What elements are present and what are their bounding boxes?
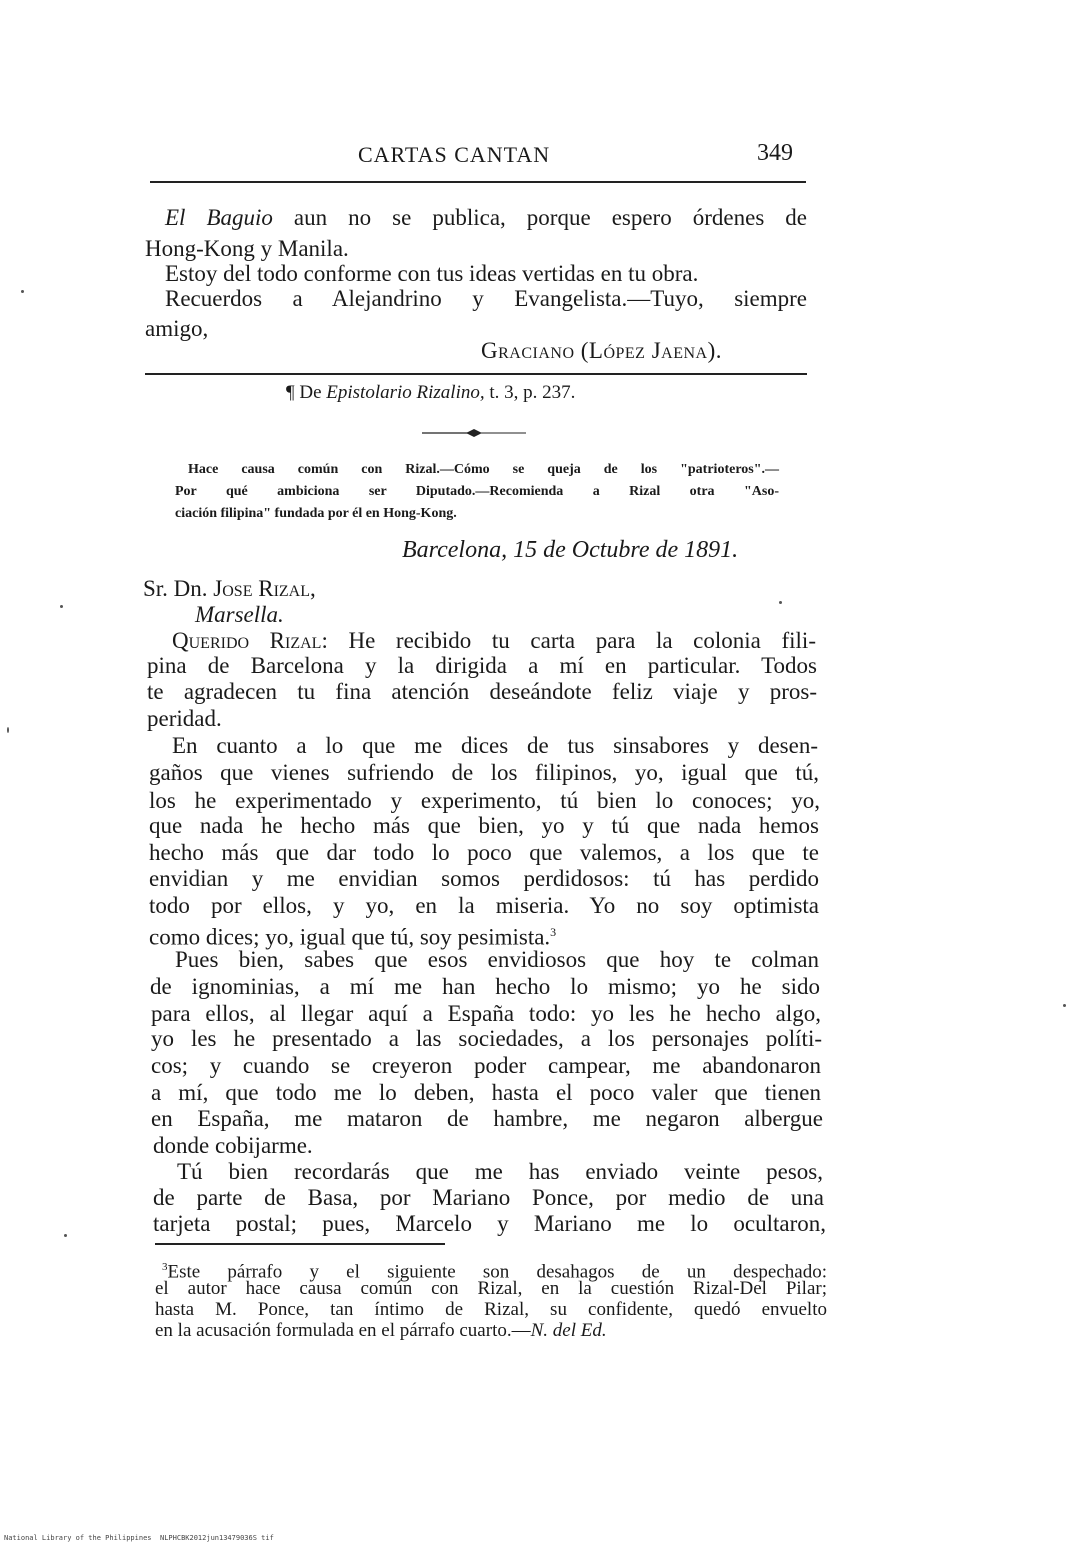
p2-line-8: como dices; yo, igual que tú, soy pesimista.$^3$ xyxy=(149,924,557,950)
p2-line-2: gaños que vienes sufriendo de los filipinos, yo, igual que tú, xyxy=(149,760,819,785)
p3-line-3: para ellos, al llegar aquí a España todo: yo les he hecho algo, xyxy=(151,1001,821,1026)
place-date: Barcelona, 15 de Octubre de 1891. xyxy=(402,537,739,563)
addressee-city: Marsella. xyxy=(195,602,284,627)
top-letter-line-2: Hong-Kong y Manila. xyxy=(145,236,349,261)
ornament-divider xyxy=(420,427,528,439)
newspaper-title: El Baguio xyxy=(165,205,273,230)
scan-speck xyxy=(7,727,9,733)
p1-line-2: pina de Barcelona y la dirigida a mí en particular. Todos xyxy=(147,653,817,678)
scan-speck xyxy=(1063,1004,1066,1007)
p4-line-2: de parte de Basa, por Mariano Ponce, por medio de una xyxy=(153,1185,824,1210)
salutation: Querido Rizal: xyxy=(172,628,328,653)
footnote-line-4: en la acusación formulada en el párrafo cuarto.—N. del Ed. xyxy=(155,1320,607,1341)
addressee: Sr. Dn. Jose Rizal, xyxy=(143,576,316,601)
p3-line-8: donde cobijarme. xyxy=(153,1133,313,1158)
p1-line-1: Querido Rizal: He recibido tu carta para la colonia fili- xyxy=(172,628,816,653)
summary-line-2: Por qué ambiciona ser Diputado.—Recomienda a Rizal otra "Aso- xyxy=(175,484,779,499)
p3-line-2: de ignominias, a mí me han hecho lo mismo; yo he sido xyxy=(150,974,820,999)
footnote-rule xyxy=(155,1243,445,1245)
top-letter-line-3: Estoy del todo conforme con tus ideas vertidas en tu obra. xyxy=(165,261,699,286)
scan-speck xyxy=(21,290,24,293)
page-number: 349 xyxy=(757,140,793,166)
p3-line-4: yo les he presentado a las sociedades, a los personajes políti- xyxy=(151,1026,822,1051)
p3-line-6: a mí, que todo me lo deben, hasta el poco valer que tienen xyxy=(151,1080,821,1105)
editor-note: N. del Ed. xyxy=(530,1320,607,1341)
summary-line-3: ciación filipina" fundada por él en Hong-Kong. xyxy=(175,506,457,521)
top-letter-line-1: El Baguio aun no se publica, porque espero órdenes de xyxy=(165,205,807,230)
p2-line-3: los he experimentado y experimento, tú bien lo conoces; yo, xyxy=(149,788,820,813)
p1-line-4: peridad. xyxy=(147,706,222,731)
p4-line-1: Tú bien recordarás que me has enviado veinte pesos, xyxy=(177,1159,823,1184)
p3-line-1: Pues bien, sabes que esos envidiosos que hoy te colman xyxy=(175,947,819,972)
p2-line-1: En cuanto a lo que me dices de tus sinsabores y desen- xyxy=(172,733,818,758)
footnote-ref: 3 xyxy=(550,925,557,939)
top-letter-line-4: Recuerdos a Alejandrino y Evangelista.—Tuyo, siempre xyxy=(165,286,807,311)
scan-speck xyxy=(779,601,782,604)
p2-line-5: hecho más que dar todo lo poco que valemos, a los que te xyxy=(149,840,819,865)
p4-line-3: tarjeta postal; pues, Marcelo y Mariano me lo ocultaron, xyxy=(153,1211,826,1236)
footnote-line-2: el autor hace causa común con Rizal, en la cuestión Rizal-Del Pilar; xyxy=(155,1278,827,1299)
letter-end-rule xyxy=(145,373,807,375)
addressee-name: Jose Rizal, xyxy=(213,576,316,601)
footnote-line-3: hasta M. Ponce, tan íntimo de Rizal, su confidente, quedó envuelto xyxy=(155,1299,827,1320)
top-letter-line-5: amigo, xyxy=(145,316,209,341)
source-citation: ¶ De Epistolario Rizalino, t. 3, p. 237. xyxy=(286,382,576,403)
footnote-line-1: $^3$Este párrafo y el siguiente son desahagos de un despechado: xyxy=(162,1261,827,1283)
scan-stamp-right: NLPHCBK2012jun13479036S tif xyxy=(160,1534,274,1542)
p1-line-3: te agradecen tu fina atención deseándote feliz viaje y pros- xyxy=(147,679,817,704)
running-title: CARTAS CANTAN xyxy=(358,142,551,167)
p3-line-5: cos; y cuando se creyeron poder campear, me abandonaron xyxy=(151,1053,821,1078)
footnote-marker: 3 xyxy=(162,1261,168,1273)
summary-line-1: Hace causa común con Rizal.—Cómo se queja de los "patrioteros".— xyxy=(188,462,779,477)
scan-speck xyxy=(60,605,63,608)
p3-line-7: en España, me mataron de hambre, me negaron albergue xyxy=(151,1106,823,1131)
p2-line-6: envidian y me envidian somos perdidosos: tú has perdido xyxy=(149,866,819,891)
signature: Graciano (López Jaena). xyxy=(481,338,723,363)
header-rule xyxy=(150,181,806,183)
scan-stamp-left: National Library of the Philippines xyxy=(4,1534,152,1542)
scan-speck xyxy=(64,1234,67,1237)
p2-line-4: que nada he hecho más que bien, yo y tú que nada hemos xyxy=(149,813,819,838)
p2-line-7: todo por ellos, y yo, en la miseria. Yo no soy optimista xyxy=(149,893,819,918)
